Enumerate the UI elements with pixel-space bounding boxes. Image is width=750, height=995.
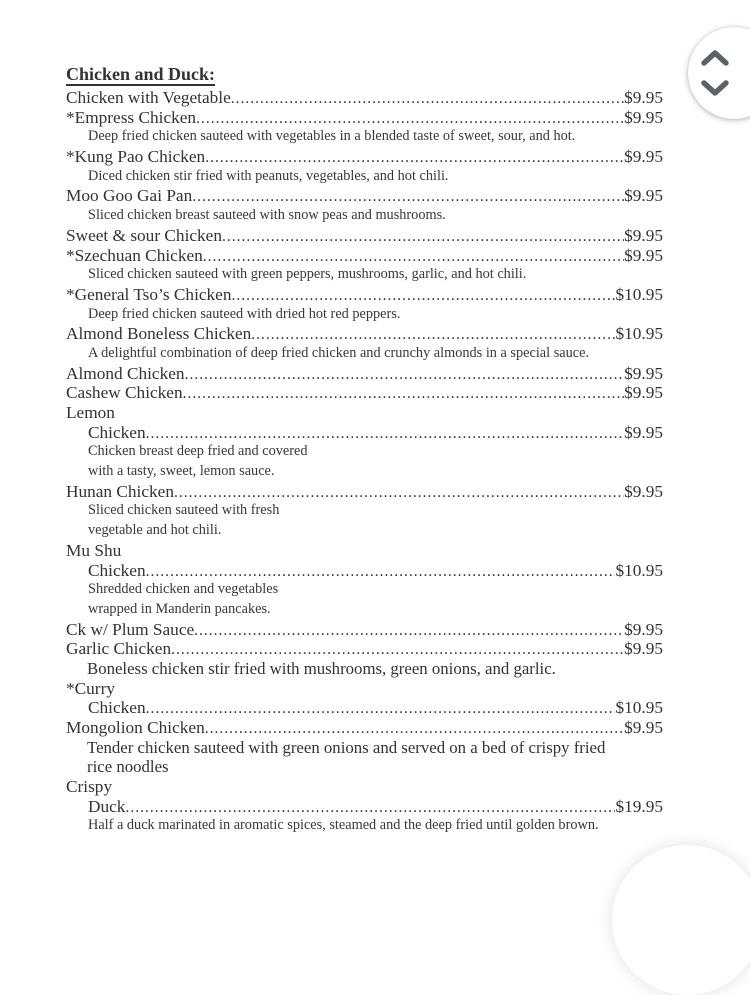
- menu-group-label: Crispy: [66, 777, 113, 797]
- dot-leader: [185, 364, 625, 385]
- menu-item-description: Diced chicken stir fried with peanuts, vegetables, and hot chili.: [88, 167, 449, 184]
- menu-item-description: Sliced chicken breast sauteed with snow peas and mushrooms.: [88, 207, 446, 224]
- item-price: $9.95: [624, 718, 663, 737]
- item-name: *Kung Pao Chicken: [66, 147, 206, 167]
- dot-leader: [194, 620, 624, 641]
- item-price: $9.95: [624, 245, 663, 265]
- dot-leader: [232, 285, 616, 306]
- menu-item-row: [66, 186, 663, 206]
- dot-leader: [203, 246, 624, 267]
- item-name: Almond Boneless Chicken: [66, 324, 252, 344]
- item-name: Moo Goo Gai Pan: [66, 186, 193, 206]
- menu-item-row-indented: [66, 797, 663, 817]
- item-name: Chicken: [88, 698, 146, 718]
- item-price: $9.95: [624, 383, 663, 403]
- menu-lines: [66, 88, 663, 836]
- menu-item-row: [66, 364, 663, 384]
- item-price: $19.95: [615, 796, 663, 816]
- menu-item-row: [66, 226, 663, 246]
- menu-item-row-indented: [66, 698, 663, 718]
- item-price: $10.95: [615, 324, 663, 344]
- dot-leader: [205, 718, 624, 739]
- section-heading: [66, 63, 663, 85]
- section-heading-text: Chicken and Duck:: [66, 64, 216, 84]
- dot-leader: [146, 698, 616, 719]
- menu-group-label: Mu Shu: [66, 540, 122, 560]
- item-name: Duck: [88, 796, 126, 816]
- menu-item-row: [66, 108, 663, 128]
- item-price: $9.95: [624, 107, 663, 127]
- item-price: $9.95: [624, 363, 663, 383]
- menu-item-row-indented: [66, 561, 663, 581]
- item-name: *General Tso’s Chicken: [66, 284, 232, 304]
- menu-item-description: Sliced chicken sauteed with fresh: [88, 502, 280, 519]
- item-name: Ck w/ Plum Sauce: [66, 619, 195, 639]
- menu-group-label: Lemon: [66, 403, 115, 422]
- dot-leader: [231, 88, 624, 109]
- item-name: Chicken: [88, 560, 146, 580]
- item-price: $10.95: [615, 698, 663, 718]
- item-name: Sweet & sour Chicken: [66, 225, 222, 245]
- menu-item-row: [66, 482, 663, 502]
- item-name: *Szechuan Chicken: [66, 245, 203, 265]
- menu-item-row: [66, 620, 663, 640]
- item-price: $9.95: [624, 481, 663, 501]
- menu-item-description: Boneless chicken stir fried with mushrooms, green onions, and garlic.: [87, 658, 556, 678]
- item-price: $9.95: [624, 639, 663, 659]
- item-name: Garlic Chicken: [66, 639, 172, 659]
- dot-leader: [174, 482, 624, 503]
- dot-leader: [222, 226, 624, 247]
- chevron-up-icon: [699, 48, 731, 68]
- dot-leader: [183, 383, 624, 404]
- menu-item-description: with a tasty, sweet, lemon sauce.: [88, 463, 275, 480]
- menu-item-description: Shredded chicken and vegetables: [88, 581, 279, 598]
- menu-item-row: [66, 246, 663, 266]
- dot-leader: [205, 147, 624, 168]
- item-name: Almond Chicken: [66, 363, 185, 383]
- menu-item-row: [66, 88, 663, 108]
- dot-leader: [146, 561, 616, 582]
- menu-item-row: [66, 147, 663, 167]
- item-name: Chicken: [88, 422, 146, 442]
- dot-leader: [251, 324, 615, 345]
- chevron-down-icon: [699, 78, 731, 98]
- menu-item-description: Half a duck marinated in aromatic spices, steamed and the deep fried until golden brown.: [88, 817, 599, 834]
- item-price: $9.95: [624, 147, 663, 167]
- dot-leader: [192, 186, 624, 207]
- item-price: $9.95: [624, 225, 663, 245]
- item-price: $9.95: [624, 422, 663, 442]
- item-name: Cashew Chicken: [66, 383, 183, 403]
- menu-item-row: [66, 285, 663, 305]
- menu-group-label: *Curry: [66, 678, 115, 698]
- item-price: $9.95: [624, 619, 663, 639]
- item-name: Chicken with Vegetable: [66, 88, 231, 107]
- menu-item-row: [66, 639, 663, 659]
- scroll-up-button[interactable]: [699, 48, 731, 68]
- menu-item-description: A delightful combination of deep fried chicken and crunchy almonds in a special sauce.: [88, 344, 590, 361]
- menu-item-row: [66, 383, 663, 403]
- dot-leader: [196, 108, 624, 129]
- menu-item-row-indented: [66, 423, 663, 443]
- scroll-down-button[interactable]: [699, 78, 731, 98]
- scroll-widget[interactable]: [688, 27, 750, 119]
- menu-page: [66, 63, 663, 836]
- dot-leader: [125, 797, 615, 818]
- menu-item-row: [66, 718, 663, 738]
- item-price: $10.95: [615, 284, 663, 304]
- menu-item-row: [66, 324, 663, 344]
- menu-item-description: Tender chicken sauteed with green onions and served on a bed of crispy fried: [87, 737, 606, 757]
- dot-leader: [171, 639, 624, 660]
- floating-button-partial[interactable]: [612, 845, 750, 995]
- item-price: $9.95: [624, 88, 663, 107]
- menu-item-description: vegetable and hot chili.: [88, 522, 222, 539]
- menu-item-description: rice noodles: [87, 757, 169, 777]
- item-name: Hunan Chicken: [66, 481, 174, 501]
- dot-leader: [146, 423, 625, 444]
- menu-item-description: wrapped in Manderin pancakes.: [88, 600, 271, 617]
- menu-item-description: Chicken breast deep fried and covered: [88, 443, 308, 460]
- item-price: $9.95: [624, 186, 663, 206]
- menu-item-description: Deep fried chicken sauteed with dried hot red peppers.: [88, 305, 401, 322]
- item-name: *Empress Chicken: [66, 107, 197, 127]
- menu-item-description: Sliced chicken sauteed with green peppers, mushrooms, garlic, and hot chili.: [88, 266, 527, 283]
- item-name: Mongolion Chicken: [66, 718, 205, 737]
- menu-item-description: Deep fried chicken sauteed with vegetables in a blended taste of sweet, sour, and hot.: [88, 128, 576, 145]
- item-price: $10.95: [615, 560, 663, 580]
